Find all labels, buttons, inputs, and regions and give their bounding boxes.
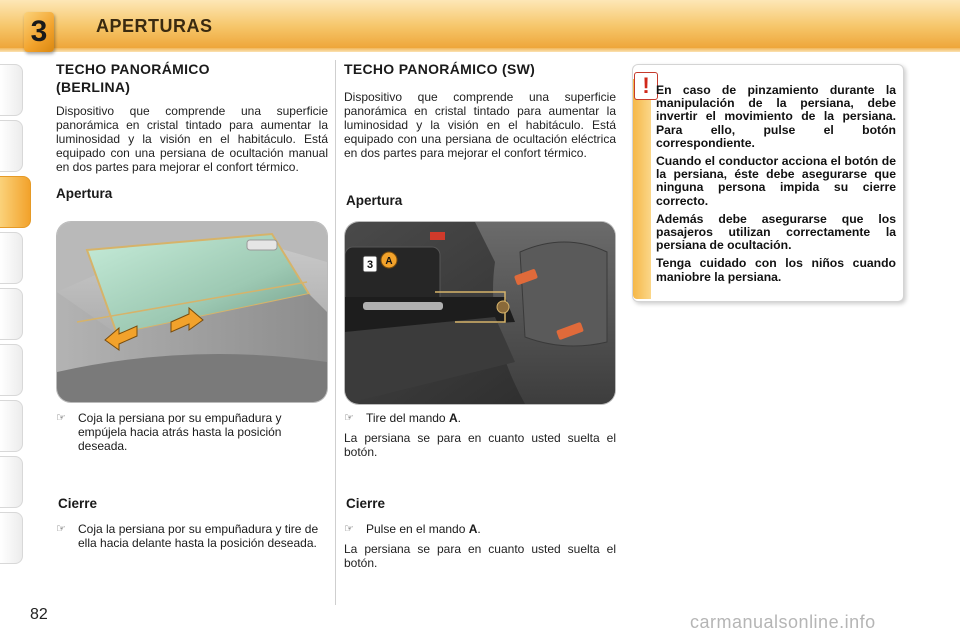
- chapter-tab[interactable]: [0, 120, 23, 172]
- apertura-step-sw: [344, 411, 616, 459]
- chapter-tab[interactable]: [0, 288, 23, 340]
- bullet-text: Tire del mando A.: [366, 411, 461, 425]
- bullet-item: [344, 522, 616, 536]
- pointing-hand-icon: ☞: [56, 412, 66, 424]
- bullet-text-main: Tire del mando: [366, 411, 446, 425]
- bullet-text: Coja la persiana por su empuñadura y empújela hacia atrás hasta la posición deseada.: [78, 411, 282, 453]
- photo-console-sw: [345, 222, 615, 404]
- cierre-step-berlina: [56, 522, 328, 550]
- control-key-a: A: [448, 411, 458, 425]
- cierre-heading-berlina: Cierre: [58, 496, 98, 511]
- warning-text: [656, 84, 896, 289]
- chapter-tab[interactable]: [0, 400, 23, 452]
- header-divider: [0, 48, 960, 52]
- shade-button-marker: [497, 301, 509, 313]
- chapter-tab[interactable]: [0, 64, 23, 116]
- watermark: carmanualsonline.info: [690, 612, 876, 632]
- pointing-hand-icon: ☞: [344, 523, 354, 535]
- warning-paragraph: Cuando el conductor acciona el botón de la persiana, éste debe asegurarse que ninguna persona impida su cierre correcto.: [656, 154, 896, 208]
- apertura-step-berlina: [56, 411, 328, 453]
- bullet-text: Pulse en el mando A.: [366, 522, 481, 536]
- apertura-heading-sw: Apertura: [346, 193, 403, 208]
- bullet-text: Coja la persiana por su empuñadura y tire de ella hacia delante hasta la posición deseada.: [78, 522, 319, 550]
- intro-text-sw: Dispositivo que comprende una superficie panorámica en cristal tintado para aumentar la luminosidad y la visión en el habitáculo. Está equipado con una persiana de ocultación eléctrica en dos partes para mejorar el confort térmico.: [344, 90, 616, 160]
- section-berlina: [56, 60, 328, 201]
- bullet-item: [56, 411, 328, 453]
- warning-accent-bar: [633, 79, 651, 299]
- bullet-text-main: Pulse en el mando: [366, 522, 466, 536]
- console-illustration: [345, 222, 615, 404]
- title-line1: TECHO PANORÁMICO: [56, 61, 210, 77]
- cierre-heading-sw: Cierre: [346, 496, 386, 511]
- warning-paragraph: Tenga cuidado con los niños cuando maniobre la persiana.: [656, 256, 896, 284]
- cierre-step-sw: [344, 522, 616, 570]
- column-divider: [335, 60, 336, 605]
- warning-paragraph: En caso de pinzamiento durante la manipulación de la persiana, debe invertir el movimiento de la persiana. Para ello, pulse el botón correspondiente.: [656, 83, 896, 150]
- photo-roof-berlina: [57, 222, 327, 402]
- chapter-tab[interactable]: [0, 232, 23, 284]
- chapter-tabs: [0, 64, 28, 568]
- page-title: APERTURAS: [96, 16, 213, 36]
- chapter-tab[interactable]: [0, 456, 23, 508]
- chapter-tab[interactable]: [0, 344, 23, 396]
- bullet-item: [344, 411, 616, 425]
- pointing-hand-icon: ☞: [56, 523, 66, 535]
- roof-interior-illustration: [57, 222, 327, 402]
- intro-text-berlina: Dispositivo que comprende una superficie panorámica en cristal tintado para aumentar la luminosidad y la visión en el habitáculo. Está equipado con una persiana de ocultación manual en dos partes para mejorar el confort térmico.: [56, 104, 328, 174]
- warning-paragraph: Además debe asegurarse que los pasajeros utilizan correctamente la persiana de ocultación.: [656, 211, 896, 253]
- section-sw: [344, 60, 616, 160]
- title-line2: (BERLINA): [56, 79, 131, 95]
- section-title-berlina: [56, 60, 328, 96]
- chapter-tab-active[interactable]: [0, 176, 31, 228]
- cierre-note-sw: La persiana se para en cuanto usted suelta el botón.: [344, 542, 616, 570]
- section-title-sw: TECHO PANORÁMICO (SW): [344, 61, 536, 77]
- photo-label-a: A: [385, 256, 393, 267]
- chapter-tab[interactable]: [0, 512, 23, 564]
- page-number: 82: [30, 606, 48, 623]
- pointing-hand-icon: ☞: [344, 412, 354, 424]
- apertura-note-sw: La persiana se para en cuanto usted suelta el botón.: [344, 431, 616, 459]
- apertura-heading-berlina: Apertura: [56, 186, 113, 201]
- chapter-badge: 3: [24, 12, 54, 52]
- photo-label-3: 3: [366, 259, 374, 271]
- control-key-a: A: [468, 522, 478, 536]
- bullet-item: [56, 522, 328, 550]
- warning-icon: !: [634, 72, 658, 100]
